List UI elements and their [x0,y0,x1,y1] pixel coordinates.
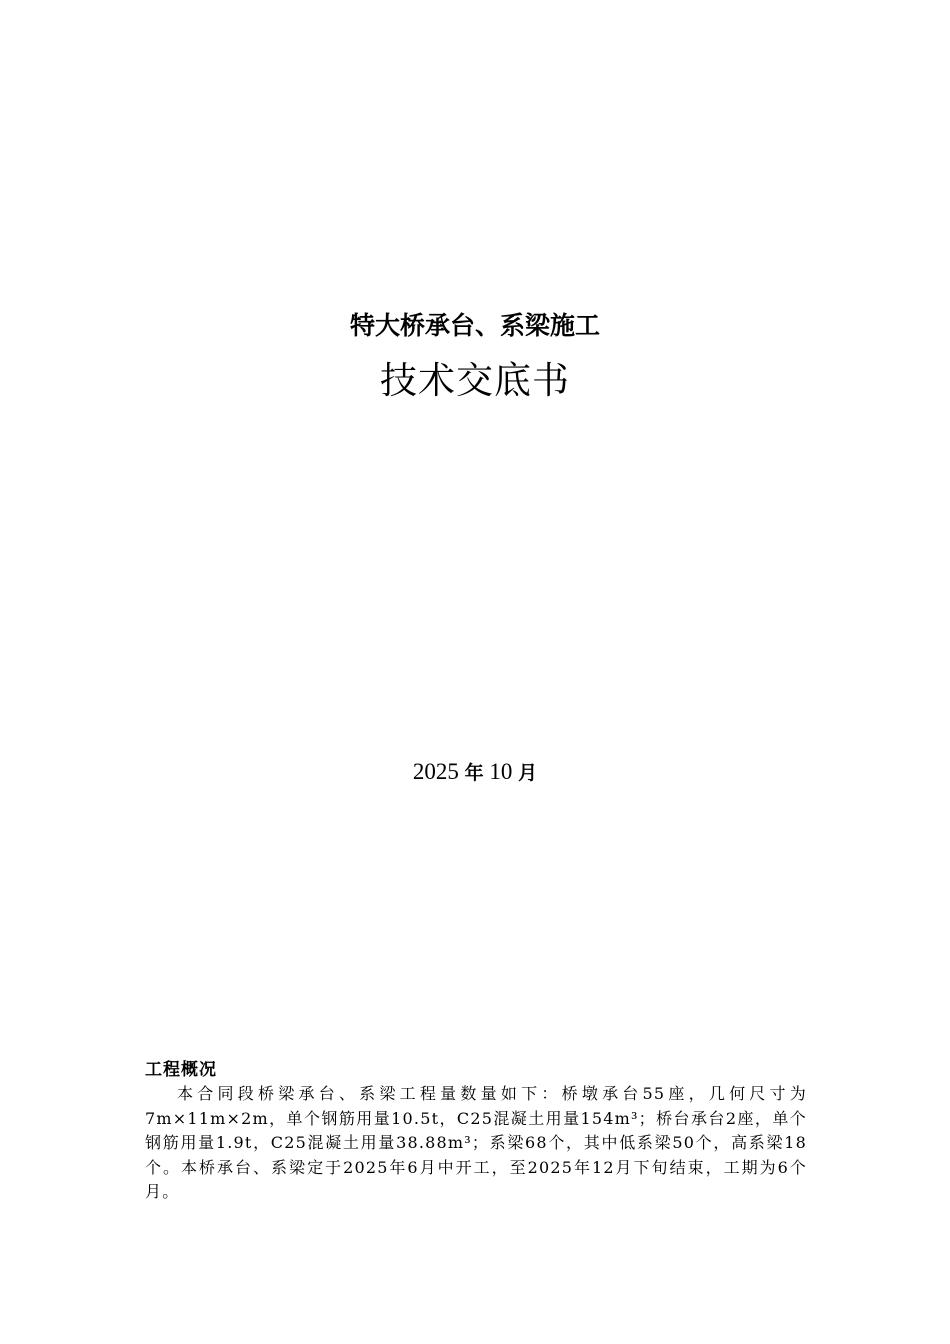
date-month: 10 [489,759,513,784]
document-title: 特大桥承台、系梁施工 [349,311,600,340]
overview-heading: 工程概况 [145,1060,217,1080]
overview-body: 本合同段桥梁承台、系梁工程量数量如下：桥墩承台55座，几何尺寸为7m×11m×2m，单个钢筋用量10.5t，C25混凝土用量154m³；桥台承台2座，单个钢筋用量1.9t，C25混凝土用量38.88m³；系梁68个，其中低系梁50个，高系梁18个。本桥承台、系梁定于2025年6月中开工，至2025年12月下旬结束，工期为6个月。 [145,1084,807,1201]
overview-section [145,1058,807,1205]
date-year-unit: 年 [464,762,484,784]
document-subtitle: 技术交底书 [380,359,570,402]
date-year: 2025 [412,759,459,784]
date-month-unit: 月 [518,762,538,784]
document-date [0,758,950,785]
